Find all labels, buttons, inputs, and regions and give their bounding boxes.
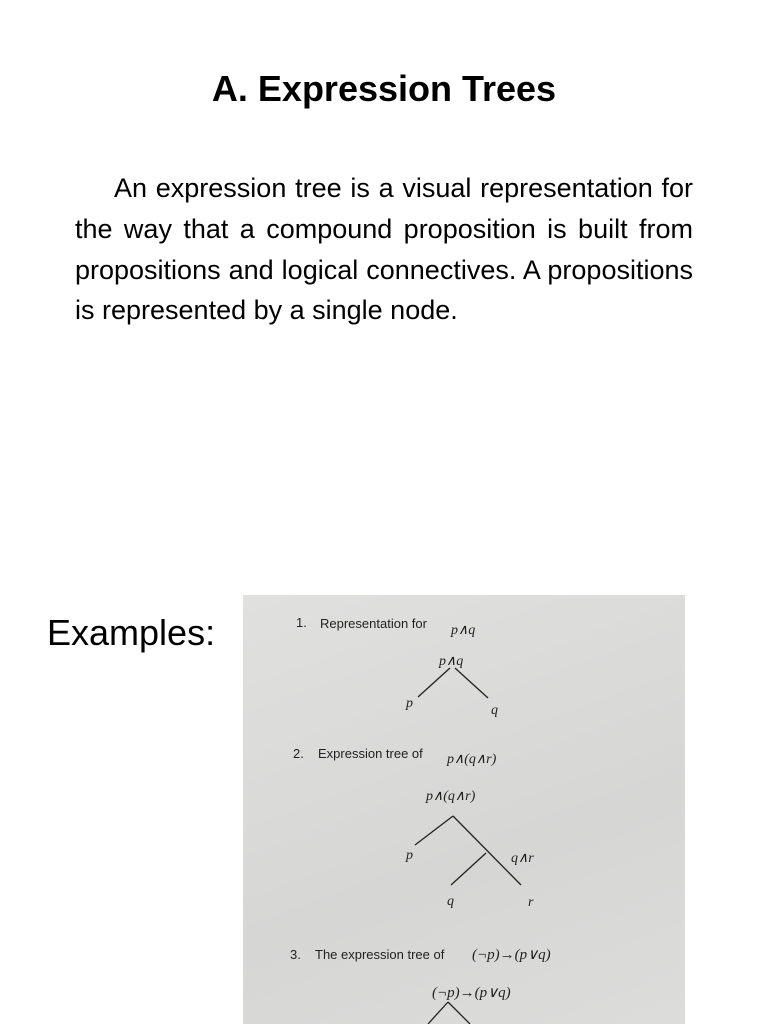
example-3-text: The expression tree of (315, 947, 445, 962)
slide-title: A. Expression Trees (211, 68, 557, 109)
example-1-text: Representation for (320, 616, 427, 631)
definition-paragraph: An expression tree is a visual representation for the way that a compound proposition is built from propositions and logical connectives. A propositions is represented by a single node. (75, 173, 693, 326)
tree-lines (243, 595, 685, 1024)
tree3-root: (¬p)→(p∨q) (432, 985, 511, 1001)
tree1-left-edge (418, 668, 450, 697)
tree1-leaf-p: p (406, 696, 413, 711)
tree2-left-edge (415, 816, 453, 845)
example-2-expr: p∧(q∧r) (447, 752, 497, 767)
tree2-right-q-and-r: q∧r (511, 851, 534, 866)
tree1-root: p∧q (439, 654, 464, 669)
example-3-expr: (¬p)→(p∨q) (472, 947, 551, 963)
tree2-root: p∧(q∧r) (426, 789, 476, 804)
tree2-leaf-r: r (528, 895, 534, 910)
examples-photo (243, 595, 685, 1024)
example-2-text: Expression tree of (318, 746, 423, 761)
tree3-left-edge (428, 1002, 448, 1024)
tree2-leaf-q: q (447, 894, 454, 909)
example-1-expr: p∧q (451, 623, 476, 638)
example-3-number: 3. (290, 947, 301, 962)
examples-label: Examples: (47, 612, 216, 653)
tree3-right-edge (448, 1002, 470, 1024)
tree1-right-edge (455, 668, 488, 698)
tree2-left-p: p (406, 848, 413, 863)
example-1-number: 1. (296, 615, 307, 630)
tree2-subtree-left-edge (451, 853, 486, 885)
example-2-number: 2. (293, 746, 304, 761)
tree1-leaf-q: q (491, 703, 498, 718)
